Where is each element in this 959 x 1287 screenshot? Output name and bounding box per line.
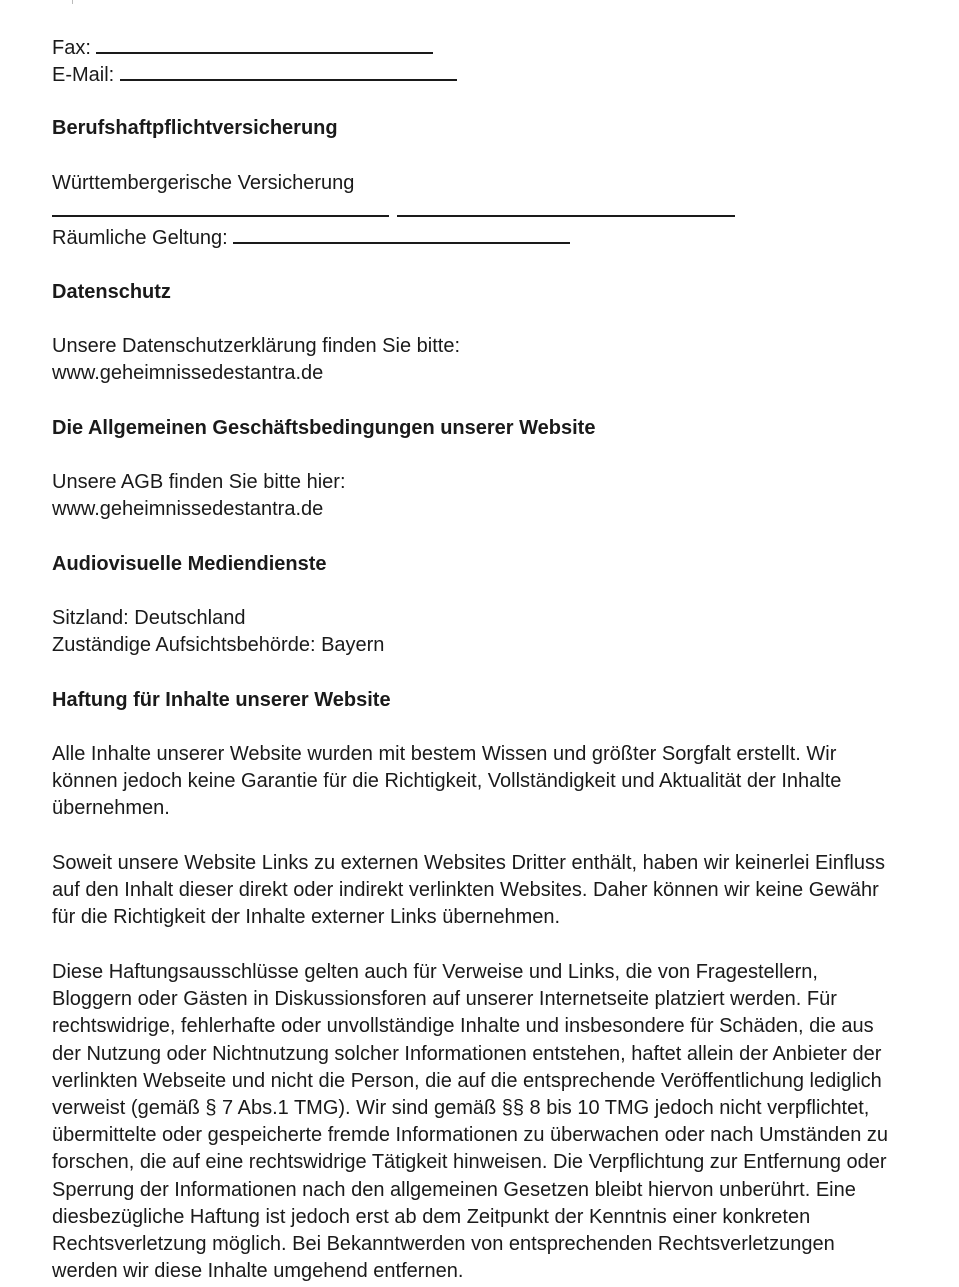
privacy-heading: Datenschutz bbox=[52, 281, 171, 303]
email-label: E-Mail: bbox=[52, 64, 115, 86]
fax-line bbox=[52, 34, 433, 61]
insurance-company: Württembergerische Versicherung bbox=[52, 172, 355, 194]
liability-paragraph-2: Soweit unsere Website Links zu externen Websites Dritter enthält, haben wir keinerlei Einfluss auf den Inhalt dieser direkt oder indirekt verlinkten Websites. Daher können wir keine Gewähr für die Richtigkeit der Inhalte externer Links übernehmen. bbox=[52, 852, 885, 929]
liability-paragraph-1: Alle Inhalte unserer Website wurden mit bestem Wissen und größter Sorgfalt erstellt. Wir können jedoch keine Garantie für die Richtigkeit, Vollständigkeit und Aktualität der Inhalte übernehmen. bbox=[52, 743, 842, 820]
insurance-blank-line bbox=[52, 197, 735, 224]
privacy-text: Unsere Datenschutzerklärung finden Sie bitte: bbox=[52, 335, 461, 357]
page-edge-mark bbox=[72, 0, 73, 4]
scope-line bbox=[52, 224, 570, 251]
media-country: Sitzland: Deutschland bbox=[52, 607, 246, 629]
media-authority: Zuständige Aufsichtsbehörde: Bayern bbox=[52, 634, 385, 656]
scope-blank bbox=[233, 224, 570, 244]
terms-heading: Die Allgemeinen Geschäftsbedingungen unserer Website bbox=[52, 417, 596, 439]
privacy-url: www.geheimnissedestantra.de bbox=[52, 362, 324, 384]
terms-text: Unsere AGB finden Sie bitte hier: bbox=[52, 471, 346, 493]
fax-label: Fax: bbox=[52, 37, 91, 59]
insurance-heading: Berufshaftpflichtversicherung bbox=[52, 117, 338, 139]
insurance-blank-2 bbox=[397, 197, 735, 217]
liability-paragraph-3: Diese Haftungsausschlüsse gelten auch für Verweise und Links, die von Fragestellern, Bloggern oder Gästen in Diskussionsforen auf unserer Internetseite platziert werden. Für rechtswidrige, fehlerhafte oder unvollständige Inhalte und insbesondere für Schäden, die aus der Nutzung oder Nichtnutzung solcher Informationen entstehen, haftet allein der Anbieter der verlinkten Webseite und nicht die Person, die auf die entsprechende Veröffentlichung lediglich verweist (gemäß § 7 Abs.1 TMG). Wir sind gemäß §§ 8 bis 10 TMG jedoch nicht verpflichtet, übermittelte oder gespeicherte fremde Informationen zu überwachen oder nach Umständen zu forschen, die auf eine rechtswidrige Tätigkeit hinweisen. Die Verpflichtung zur Entfernung oder Sperrung der Informationen nach den allgemeinen Gesetzen bleibt hiervon unberührt. Eine diesbezügliche Haftung ist jedoch erst ab dem Zeitpunkt der Kenntnis einer konkreten Rechtsverletzung möglich. Bei Bekanntwerden von entsprechenden Rechtsverletzungen werden wir diese Inhalte umgehend entfernen. bbox=[52, 961, 889, 1283]
terms-url: www.geheimnissedestantra.de bbox=[52, 498, 324, 520]
email-blank bbox=[120, 61, 457, 81]
insurance-blank-1 bbox=[52, 197, 389, 217]
liability-heading: Haftung für Inhalte unserer Website bbox=[52, 689, 391, 711]
email-line bbox=[52, 61, 457, 88]
media-heading: Audiovisuelle Mediendienste bbox=[52, 553, 327, 575]
fax-blank bbox=[96, 34, 433, 54]
scope-label: Räumliche Geltung: bbox=[52, 227, 228, 249]
